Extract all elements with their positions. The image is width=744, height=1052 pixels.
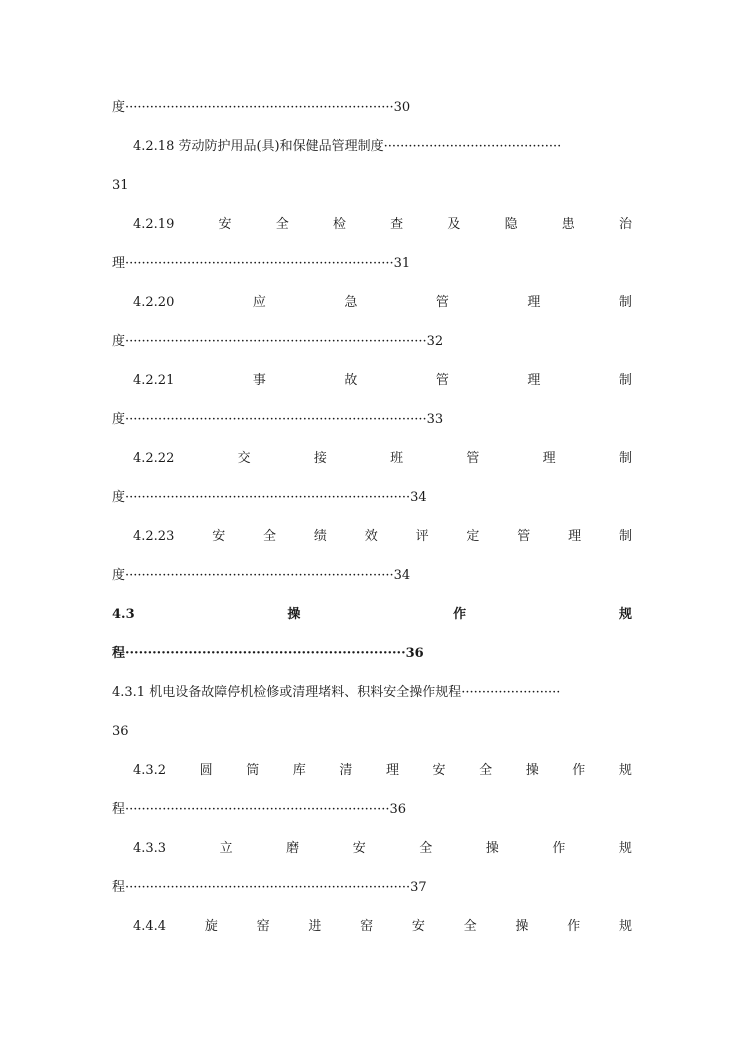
toc-page-number-31: 31: [112, 178, 129, 193]
toc-word: 4.4.4: [133, 919, 167, 934]
toc-word: 及: [447, 217, 461, 232]
toc-word: 接: [313, 451, 327, 466]
toc-line-4-2-20: [133, 293, 632, 313]
toc-line-cheng-36-bold: 程······························································36: [112, 646, 424, 661]
toc-word: 操: [287, 607, 301, 622]
toc-word: 制: [618, 529, 632, 544]
toc-line-du-33: 度·········································································33: [112, 412, 444, 427]
toc-line-4-3-2: [133, 761, 632, 781]
toc-word: 制: [618, 451, 632, 466]
toc-word: 制: [618, 295, 632, 310]
toc-line-4-2-21: [133, 371, 632, 391]
toc-word: 库: [292, 763, 306, 778]
toc-word: 旋: [204, 919, 218, 934]
toc-word: 安: [411, 919, 425, 934]
toc-word: 作: [453, 607, 467, 622]
toc-word: 检: [332, 217, 346, 232]
toc-word: 窑: [256, 919, 270, 934]
toc-word: 4.3.2: [133, 763, 167, 778]
toc-word: 4.3.3: [133, 841, 167, 856]
toc-word: 窑: [360, 919, 374, 934]
toc-line-du-34b: 度·································································34: [112, 568, 411, 583]
toc-word: 全: [419, 841, 433, 856]
toc-word: 4.2.20: [133, 295, 175, 310]
toc-word: 绩: [313, 529, 327, 544]
toc-line-4-3-3: [133, 839, 632, 859]
toc-word: 管: [466, 451, 480, 466]
toc-line-4-4-4: [133, 917, 632, 937]
toc-word: 清: [339, 763, 353, 778]
toc-word: 全: [479, 763, 493, 778]
toc-word: 全: [263, 529, 277, 544]
toc-word: 安: [432, 763, 446, 778]
toc-word: 患: [561, 217, 575, 232]
toc-word: 评: [415, 529, 429, 544]
toc-word: 管: [517, 529, 531, 544]
toc-word: 规: [618, 919, 632, 934]
toc-word: 4.2.19: [133, 217, 175, 232]
toc-word: 应: [252, 295, 266, 310]
toc-line-du-30: 度·································································30: [112, 100, 411, 115]
toc-word: 治: [618, 217, 632, 232]
toc-word: 进: [308, 919, 322, 934]
toc-word: 立: [219, 841, 233, 856]
toc-word: 圆: [199, 763, 213, 778]
toc-word: 定: [466, 529, 480, 544]
toc-word: 班: [390, 451, 404, 466]
toc-word: 规: [618, 841, 632, 856]
toc-word: 隐: [504, 217, 518, 232]
toc-word: 作: [572, 763, 586, 778]
toc-word: 理: [527, 295, 541, 310]
toc-word: 作: [552, 841, 566, 856]
toc-line-4-2-23: [133, 527, 632, 547]
toc-word: 管: [435, 295, 449, 310]
toc-word: 全: [275, 217, 289, 232]
toc-section-4-3: [112, 605, 632, 625]
toc-line-4-2-22: [133, 449, 632, 469]
toc-word: 操: [485, 841, 499, 856]
toc-word: 4.2.23: [133, 529, 175, 544]
toc-word: 筒: [246, 763, 260, 778]
toc-word: 4.3: [112, 607, 135, 622]
toc-word: 理: [527, 373, 541, 388]
toc-word: 规: [618, 607, 632, 622]
toc-word: 管: [435, 373, 449, 388]
toc-word: 全: [463, 919, 477, 934]
toc-line-cheng-37: 程·····································································37: [112, 880, 427, 895]
toc-word: 操: [515, 919, 529, 934]
toc-word: 查: [390, 217, 404, 232]
toc-word: 交: [237, 451, 251, 466]
toc-word: 4.2.22: [133, 451, 175, 466]
toc-line-4-2-18: 4.2.18 劳动防护用品(具)和保健品管理制度···········································: [133, 139, 562, 154]
toc-word: 理: [385, 763, 399, 778]
toc-page-number-36: 36: [112, 724, 129, 739]
toc-word: 故: [344, 373, 358, 388]
toc-word: 规: [618, 763, 632, 778]
toc-word: 4.2.21: [133, 373, 175, 388]
toc-word: 事: [252, 373, 266, 388]
toc-word: 安: [352, 841, 366, 856]
toc-word: 急: [344, 295, 358, 310]
toc-line-4-3-1: 4.3.1 机电设备故障停机检修或清理堵料、积料安全操作规程························: [112, 685, 561, 700]
toc-line-4-2-19: [133, 215, 632, 235]
toc-word: 制: [618, 373, 632, 388]
toc-word: 理: [542, 451, 556, 466]
toc-word: 操: [525, 763, 539, 778]
toc-line-du-32: 度·········································································32: [112, 334, 444, 349]
toc-word: 理: [568, 529, 582, 544]
toc-word: 磨: [286, 841, 300, 856]
toc-line-du-34a: 度·····································································34: [112, 490, 427, 505]
toc-line-cheng-36: 程································································36: [112, 802, 407, 817]
toc-word: 安: [212, 529, 226, 544]
toc-word: 效: [364, 529, 378, 544]
toc-line-li-31: 理·································································31: [112, 256, 411, 271]
toc-word: 安: [218, 217, 232, 232]
toc-word: 作: [567, 919, 581, 934]
